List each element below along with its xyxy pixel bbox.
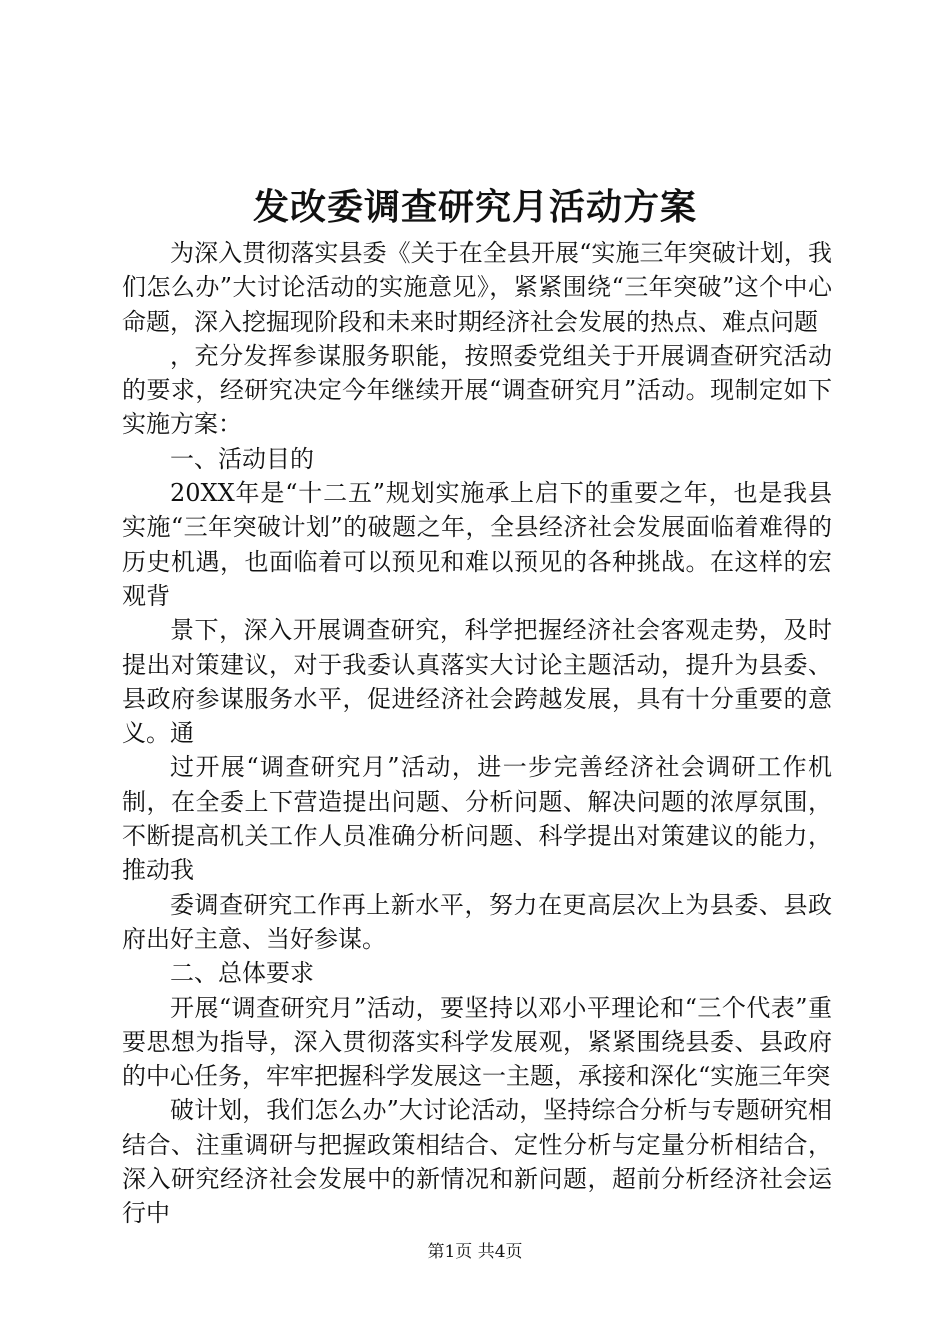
document-body <box>122 236 832 1231</box>
paragraph: 20XX年是“十二五”规划实施承上启下的重要之年，也是我县实施“三年突破计划”的破题之年，全县经济社会发展面临着难得的历史机遇，也面临着可以预见和难以预见的各种挑战。在这样的宏观背 <box>122 479 832 610</box>
page-number: 第1页 共4页 <box>427 1242 523 1262</box>
paragraph: 为深入贯彻落实县委《关于在全县开展“实施三年突破计划，我们怎么办”大讨论活动的实施意见》，紧紧围绕“三年突破”这个中心命题，深入挖掘现阶段和未来时期经济社会发展的热点、难点问题 <box>122 239 832 336</box>
document-title: 发改委调查研究月活动方案 <box>252 186 697 228</box>
paragraph: 景下，深入开展调查研究，科学把握经济社会客观走势，及时提出对策建议，对于我委认真落实大讨论主题活动，提升为县委、县政府参谋服务水平，促进经济社会跨越发展，具有十分重要的意义。通 <box>122 616 832 748</box>
section-heading: 二、总体要求 <box>170 959 314 988</box>
paragraph: 委调查研究工作再上新水平，努力在更高层次上为县委、县政府出好主意、当好参谋。 <box>122 890 832 953</box>
paragraph: 过开展“调查研究月”活动，进一步完善经济社会调研工作机制，在全委上下营造提出问题、分析问题、解决问题的浓厚氛围，不断提高机关工作人员准确分析问题、科学提出对策建议的能力，推动我 <box>122 753 832 885</box>
paragraph: ，充分发挥参谋服务职能，按照委党组关于开展调查研究活动的要求，经研究决定今年继续开展“调查研究月”活动。现制定如下实施方案： <box>122 341 832 439</box>
paragraph: 破计划，我们怎么办”大讨论活动，坚持综合分析与专题研究相结合、注重调研与把握政策相结合、定性分析与定量分析相结合，深入研究经济社会发展中的新情况和新问题，超前分析经济社会运行中 <box>122 1096 832 1228</box>
paragraph: 开展“调查研究月”活动，要坚持以邓小平理论和“三个代表”重要思想为指导，深入贯彻落实科学发展观，紧紧围绕县委、县政府的中心任务，牢牢把握科学发展这一主题，承接和深化“实施三年突 <box>122 993 832 1091</box>
section-heading: 一、活动目的 <box>170 444 314 473</box>
